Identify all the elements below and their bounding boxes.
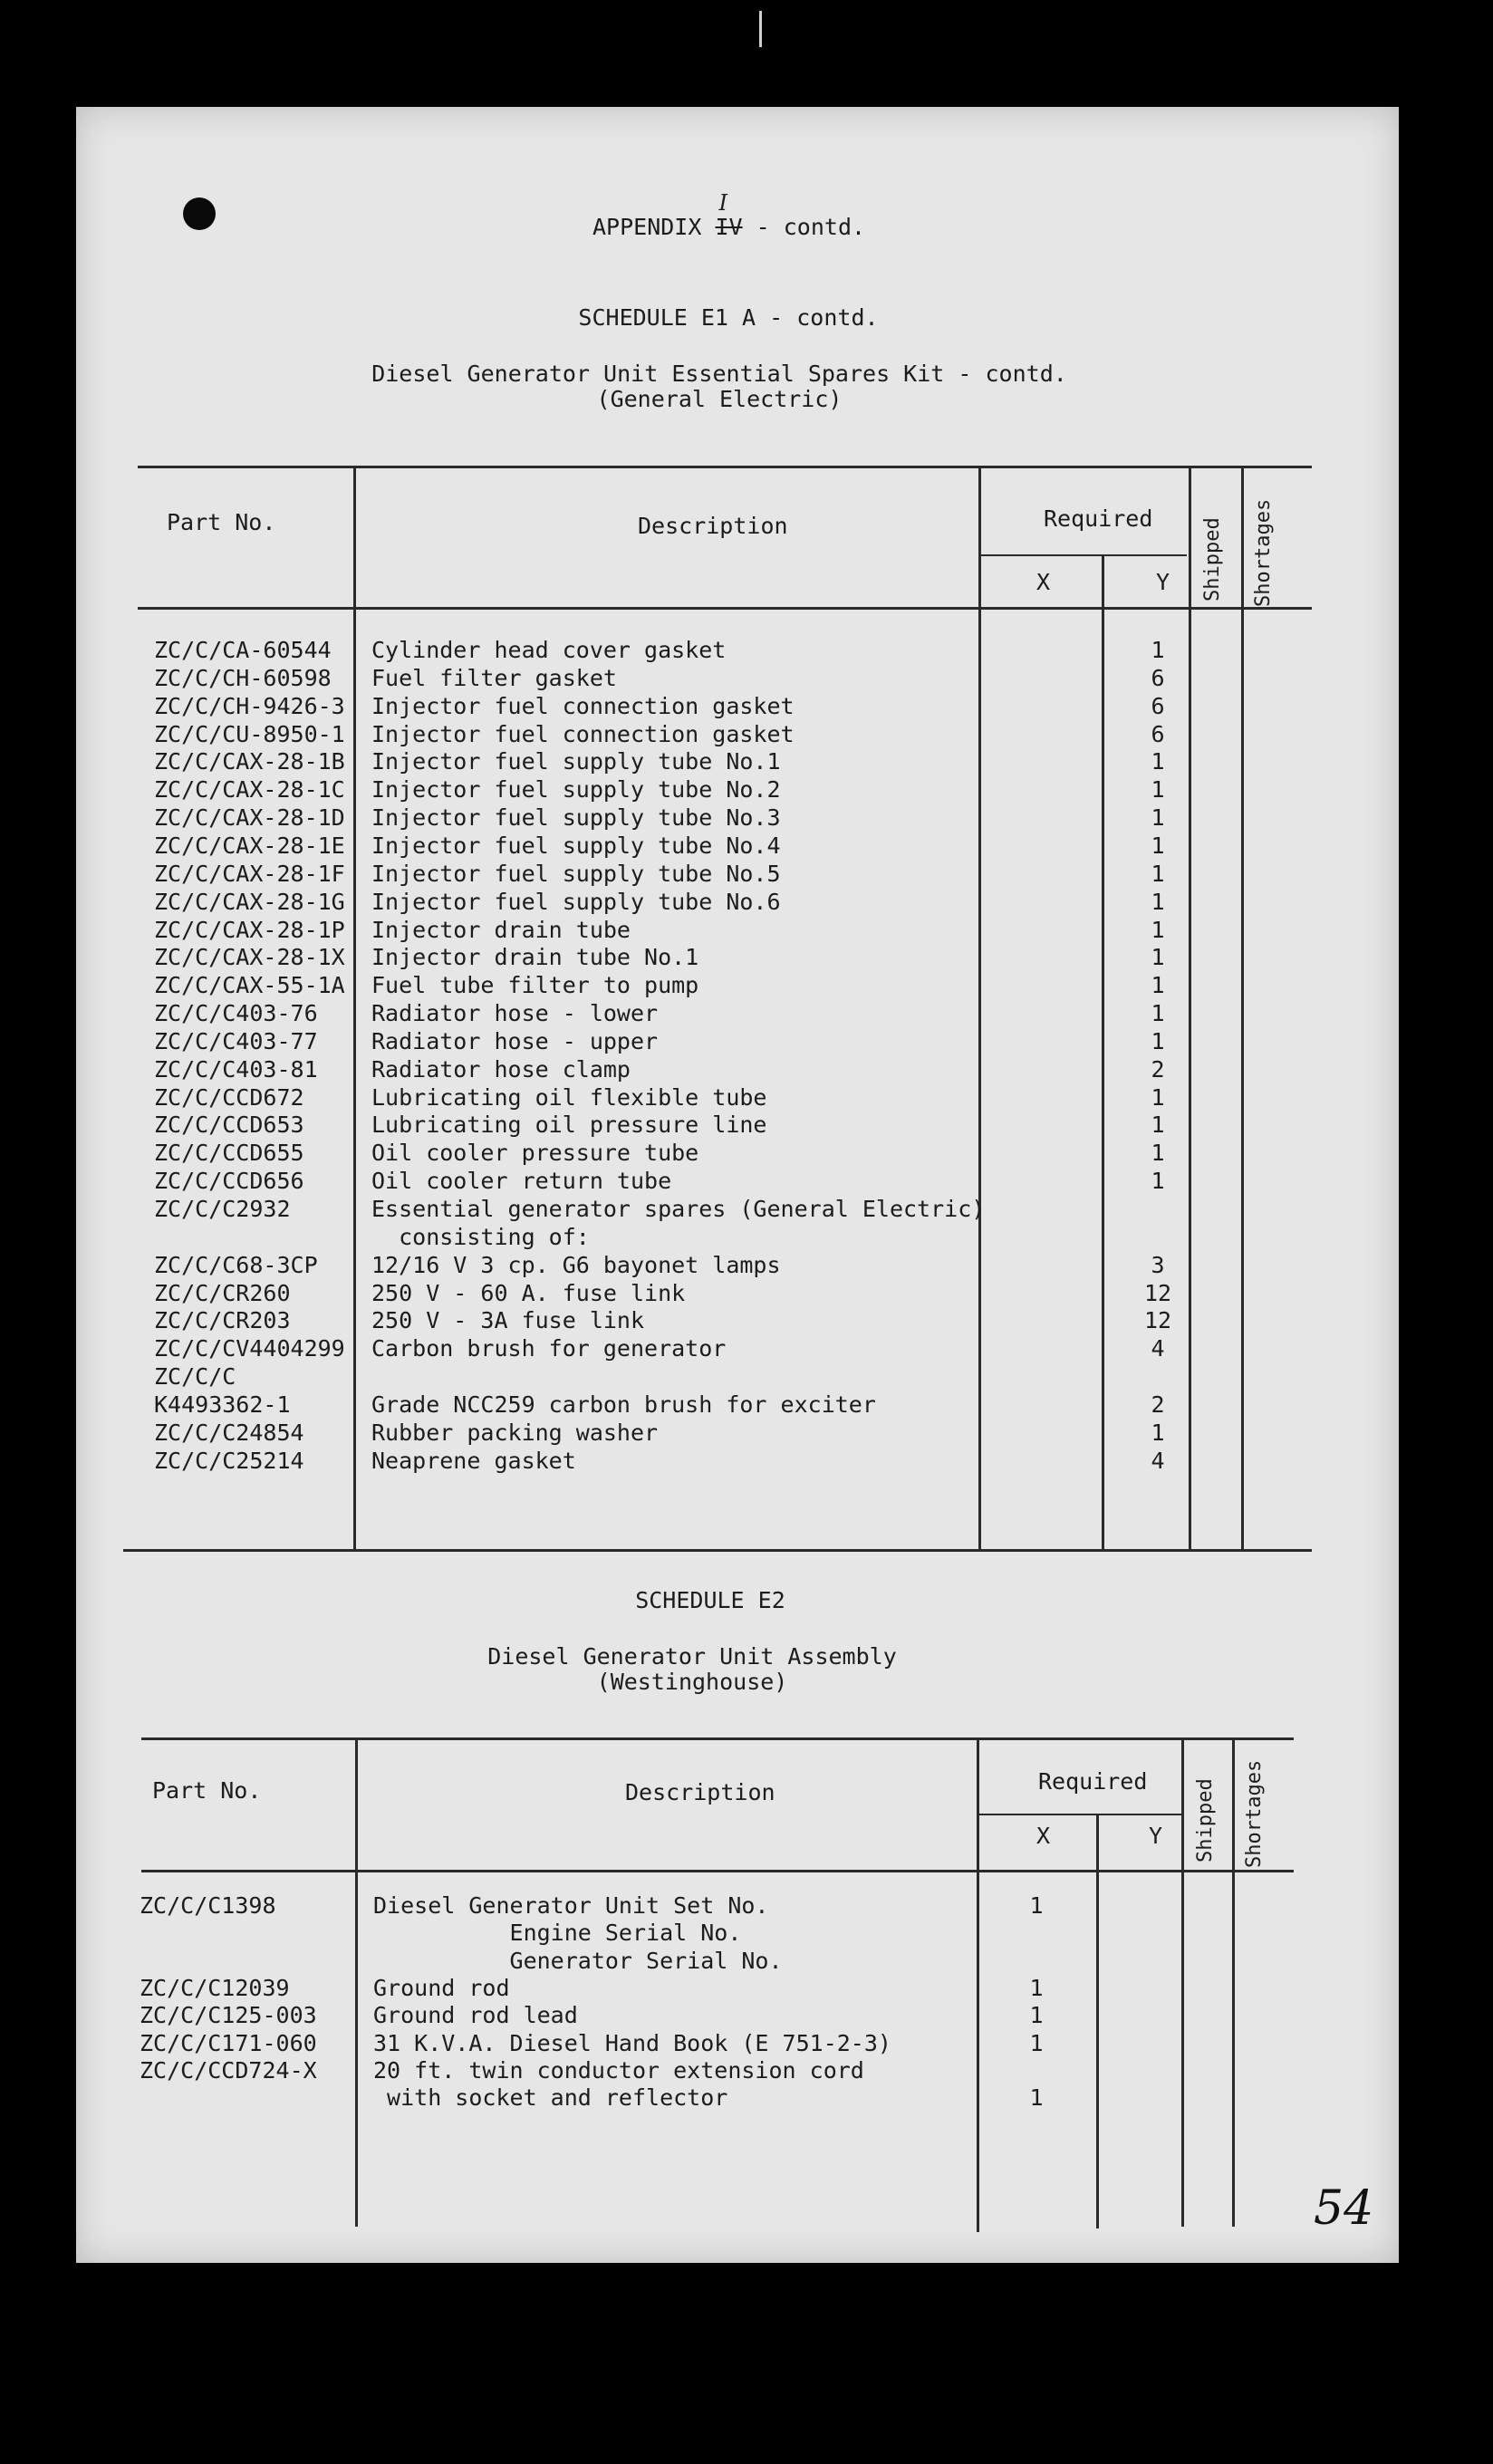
table1-row-y-cell: 1 — [1151, 1083, 1165, 1111]
table1-row-part-cell: ZC/C/CV4404299 — [154, 1335, 345, 1362]
table2-header-description: Description — [625, 1779, 775, 1805]
table2-header-x: X — [1036, 1823, 1051, 1849]
table1-row-y-cell: 2 — [1151, 1391, 1165, 1418]
table1-row-part-cell: ZC/C/C25214 — [154, 1447, 304, 1474]
table1-row-y-cell: 1 — [1151, 916, 1165, 943]
table1-row-desc-cell: Fuel filter gasket — [371, 664, 617, 691]
table2-row-part-cell: ZC/C/CCD724-X — [140, 2056, 317, 2084]
table1-col-divider-4 — [1189, 466, 1191, 1549]
table1-row-y-cell: 1 — [1151, 748, 1165, 775]
table1-row-desc-cell: Injector fuel supply tube No.3 — [371, 804, 781, 832]
table1-col-divider-3 — [1102, 556, 1104, 1549]
table1-col-divider-1 — [353, 466, 356, 1549]
table1-row-part-cell: ZC/C/CAX-28-1E — [154, 832, 345, 859]
table1-row-part-cell: ZC/C/C403-76 — [154, 1000, 318, 1027]
table1-row-part-cell: ZC/C/CCD653 — [154, 1112, 304, 1139]
table2-col-divider-5 — [1232, 1737, 1235, 2227]
table2-col-divider-1 — [355, 1737, 358, 2227]
table1-row-desc-cell: Carbon brush for generator — [371, 1335, 727, 1362]
table1-row-part-cell: ZC/C/CAX-55-1A — [154, 972, 345, 999]
table1-header-shortages: Shortages — [1252, 498, 1275, 607]
appendix-title — [592, 190, 866, 240]
table1-header-required: Required — [1044, 505, 1153, 532]
table1-row-y-cell: 4 — [1151, 1335, 1165, 1362]
table2-row-x-cell: 1 — [1029, 2002, 1044, 2029]
table1-row-desc-cell: Injector drain tube No.1 — [371, 944, 699, 971]
table1-row-desc-cell: 250 V - 60 A. fuse link — [371, 1279, 686, 1306]
table2-header-y: Y — [1149, 1823, 1163, 1849]
table1-required-rule — [980, 554, 1187, 556]
table1-row-desc-cell: Injector fuel supply tube No.4 — [371, 832, 781, 859]
table2-row-x-cell: 1 — [1029, 1974, 1044, 2001]
appendix-handwritten-numeral: I — [718, 190, 727, 216]
table1-bottom-rule — [123, 1549, 1312, 1552]
table2-row-part-cell: ZC/C/C12039 — [140, 1974, 290, 2001]
table2-row-desc-cell: Generator Serial No. — [373, 1947, 783, 1974]
table1-top-rule — [138, 466, 1312, 468]
table1-row-desc-cell: 250 V - 3A fuse link — [371, 1307, 645, 1334]
table1-row-y-cell: 3 — [1151, 1251, 1165, 1278]
document-page — [76, 107, 1399, 2263]
table1-row-desc-cell: Oil cooler return tube — [371, 1168, 672, 1195]
table1-row-part-cell: ZC/C/CAX-28-1F — [154, 860, 345, 887]
table1-row-part-cell: ZC/C/CH-60598 — [154, 664, 332, 691]
appendix-prefix: APPENDIX — [592, 214, 702, 240]
table1-row-desc-cell: Injector drain tube — [371, 916, 631, 943]
table1-row-part-cell: ZC/C/CAX-28-1G — [154, 888, 345, 915]
table1-row-y-cell: 1 — [1151, 804, 1165, 832]
appendix-struck-numeral: IV — [715, 214, 743, 240]
table1-row-part-cell: ZC/C/CCD656 — [154, 1168, 304, 1195]
table2-header-required: Required — [1038, 1768, 1148, 1795]
table1-row-y-cell: 1 — [1151, 888, 1165, 915]
table1-col-divider-5 — [1241, 466, 1244, 1549]
table2-header-rule — [141, 1870, 1294, 1872]
table1-row-y-cell: 1 — [1151, 1168, 1165, 1195]
table2-row-x-cell: 1 — [1029, 1892, 1044, 1919]
schedule1-title: SCHEDULE E1 A - contd. — [578, 304, 879, 331]
table2-required-rule — [978, 1814, 1181, 1815]
table2-header-shipped: Shipped — [1194, 1778, 1217, 1862]
table2-row-desc-cell: Ground rod — [373, 1974, 510, 2001]
table1-row-part-cell: ZC/C/C68-3CP — [154, 1251, 318, 1278]
table1-row-desc-cell: Neaprene gasket — [371, 1447, 576, 1474]
table2-row-desc-cell: Engine Serial No. — [373, 1920, 742, 1947]
appendix-suffix: - contd. — [756, 214, 866, 240]
schedule2-title: SCHEDULE E2 — [635, 1587, 785, 1613]
table1-header-y: Y — [1156, 569, 1170, 595]
table1-row-desc-cell: Cylinder head cover gasket — [371, 637, 727, 663]
table2-col-divider-4 — [1181, 1737, 1184, 2227]
table1-header-shipped: Shipped — [1201, 517, 1224, 602]
table1-row-y-cell: 1 — [1151, 1419, 1165, 1446]
table1-row-part-cell: ZC/C/CH-9426-3 — [154, 692, 345, 719]
table2-col-divider-2 — [977, 1737, 979, 2232]
table1-row-y-cell: 2 — [1151, 1055, 1165, 1083]
table1-row-y-cell: 1 — [1151, 832, 1165, 859]
table1-row-desc-cell: consisting of: — [371, 1223, 590, 1250]
table1-header-x: X — [1036, 569, 1051, 595]
table1-row-desc-cell: Oil cooler pressure tube — [371, 1140, 699, 1167]
page-number: 54 — [1314, 2181, 1374, 2236]
table2-row-desc-cell: 31 K.V.A. Diesel Hand Book (E 751-2-3) — [373, 2029, 891, 2056]
table2-top-rule — [141, 1737, 1294, 1740]
table1-row-part-cell: ZC/C/C24854 — [154, 1419, 304, 1446]
table1-row-desc-cell: Fuel tube filter to pump — [371, 972, 699, 999]
table1-row-part-cell: ZC/C/CAX-28-1B — [154, 748, 345, 775]
table1-row-desc-cell: Injector fuel supply tube No.5 — [371, 860, 781, 887]
edge-mark — [759, 11, 762, 47]
table1-row-part-cell: ZC/C/CAX-28-1P — [154, 916, 345, 943]
table1-row-y-cell: 1 — [1151, 1112, 1165, 1139]
table2-row-x-cell: 1 — [1029, 2029, 1044, 2056]
table2-row-desc-cell: 20 ft. twin conductor extension cord — [373, 2056, 864, 2084]
table1-row-desc-cell: Injector fuel supply tube No.6 — [371, 888, 781, 915]
table1-row-y-cell: 1 — [1151, 860, 1165, 887]
table1-row-desc-cell: Lubricating oil flexible tube — [371, 1083, 767, 1111]
table2-header-part-no: Part No. — [152, 1777, 262, 1804]
table1-row-desc-cell: Radiator hose - upper — [371, 1027, 659, 1054]
table2-row-desc-cell: Ground rod lead — [373, 2002, 578, 2029]
table1-row-y-cell: 1 — [1151, 972, 1165, 999]
table1-row-part-cell: ZC/C/CAX-28-1X — [154, 944, 345, 971]
table1-row-desc-cell: Grade NCC259 carbon brush for exciter — [371, 1391, 876, 1418]
table1-row-part-cell: ZC/C/C403-77 — [154, 1027, 318, 1054]
table1-row-desc-cell: Lubricating oil pressure line — [371, 1112, 767, 1139]
table1-row-desc-cell: Injector fuel supply tube No.2 — [371, 776, 781, 804]
table1-row-y-cell: 1 — [1151, 1000, 1165, 1027]
table2-row-part-cell: ZC/C/C125-003 — [140, 2002, 317, 2029]
appendix-numeral — [715, 190, 743, 240]
table1-row-part-cell: ZC/C/CCD655 — [154, 1140, 304, 1167]
table2-row-part-cell: ZC/C/C171-060 — [140, 2029, 317, 2056]
table1-row-y-cell: 1 — [1151, 1140, 1165, 1167]
punch-hole — [183, 197, 216, 230]
schedule2-subtitle-line2: (Westinghouse) — [596, 1669, 788, 1695]
table1-row-desc-cell: Essential generator spares (General Electric) — [371, 1196, 986, 1222]
table1-row-y-cell: 1 — [1151, 776, 1165, 804]
table1-row-part-cell: ZC/C/CCD672 — [154, 1083, 304, 1111]
table1-row-y-cell: 6 — [1151, 692, 1165, 719]
schedule1-subtitle-line2: (General Electric) — [596, 386, 843, 412]
table2-row-desc-cell: with socket and reflector — [373, 2084, 728, 2112]
table2-header-shortages: Shortages — [1243, 1759, 1266, 1868]
table1-row-y-cell: 1 — [1151, 944, 1165, 971]
table1-row-part-cell: ZC/C/CU-8950-1 — [154, 720, 345, 747]
table2-row-x-cell: 1 — [1029, 2084, 1044, 2112]
table1-row-y-cell: 4 — [1151, 1447, 1165, 1474]
table1-row-part-cell: K4493362-1 — [154, 1391, 291, 1418]
schedule1-subtitle-line1: Diesel Generator Unit Essential Spares Kit - contd. — [371, 361, 1067, 387]
table1-row-y-cell: 1 — [1151, 1027, 1165, 1054]
table1-row-y-cell: 12 — [1143, 1279, 1172, 1306]
table1-row-desc-cell: Injector fuel supply tube No.1 — [371, 748, 781, 775]
table2-row-desc-cell: Diesel Generator Unit Set No. — [373, 1892, 769, 1919]
table1-row-desc-cell: Rubber packing washer — [371, 1419, 659, 1446]
table1-row-y-cell: 6 — [1151, 664, 1165, 691]
table1-row-part-cell: ZC/C/C2932 — [154, 1196, 291, 1222]
table1-header-description: Description — [638, 513, 788, 539]
table1-row-part-cell: ZC/C/C — [154, 1363, 236, 1391]
table2-col-divider-3 — [1096, 1815, 1099, 2228]
schedule2-subtitle-line1: Diesel Generator Unit Assembly — [487, 1643, 897, 1670]
table1-row-part-cell: ZC/C/C403-81 — [154, 1055, 318, 1083]
table1-row-y-cell: 6 — [1151, 720, 1165, 747]
table1-row-desc-cell: 12/16 V 3 cp. G6 bayonet lamps — [371, 1251, 781, 1278]
table1-row-part-cell: ZC/C/CA-60544 — [154, 637, 332, 663]
table1-row-desc-cell: Radiator hose - lower — [371, 1000, 659, 1027]
table2-row-part-cell: ZC/C/C1398 — [140, 1892, 276, 1919]
table1-row-part-cell: ZC/C/CAX-28-1D — [154, 804, 345, 832]
table1-header-part-no: Part No. — [167, 509, 276, 535]
table1-row-part-cell: ZC/C/CAX-28-1C — [154, 776, 345, 804]
table1-row-y-cell: 1 — [1151, 637, 1165, 663]
table1-row-part-cell: ZC/C/CR203 — [154, 1307, 291, 1334]
table1-row-part-cell: ZC/C/CR260 — [154, 1279, 291, 1306]
table1-row-y-cell: 12 — [1143, 1307, 1172, 1334]
table1-row-desc-cell: Radiator hose clamp — [371, 1055, 631, 1083]
table1-row-desc-cell: Injector fuel connection gasket — [371, 720, 795, 747]
table1-row-desc-cell: Injector fuel connection gasket — [371, 692, 795, 719]
table1-col-divider-2 — [978, 466, 981, 1549]
table1-header-rule — [138, 607, 1312, 610]
